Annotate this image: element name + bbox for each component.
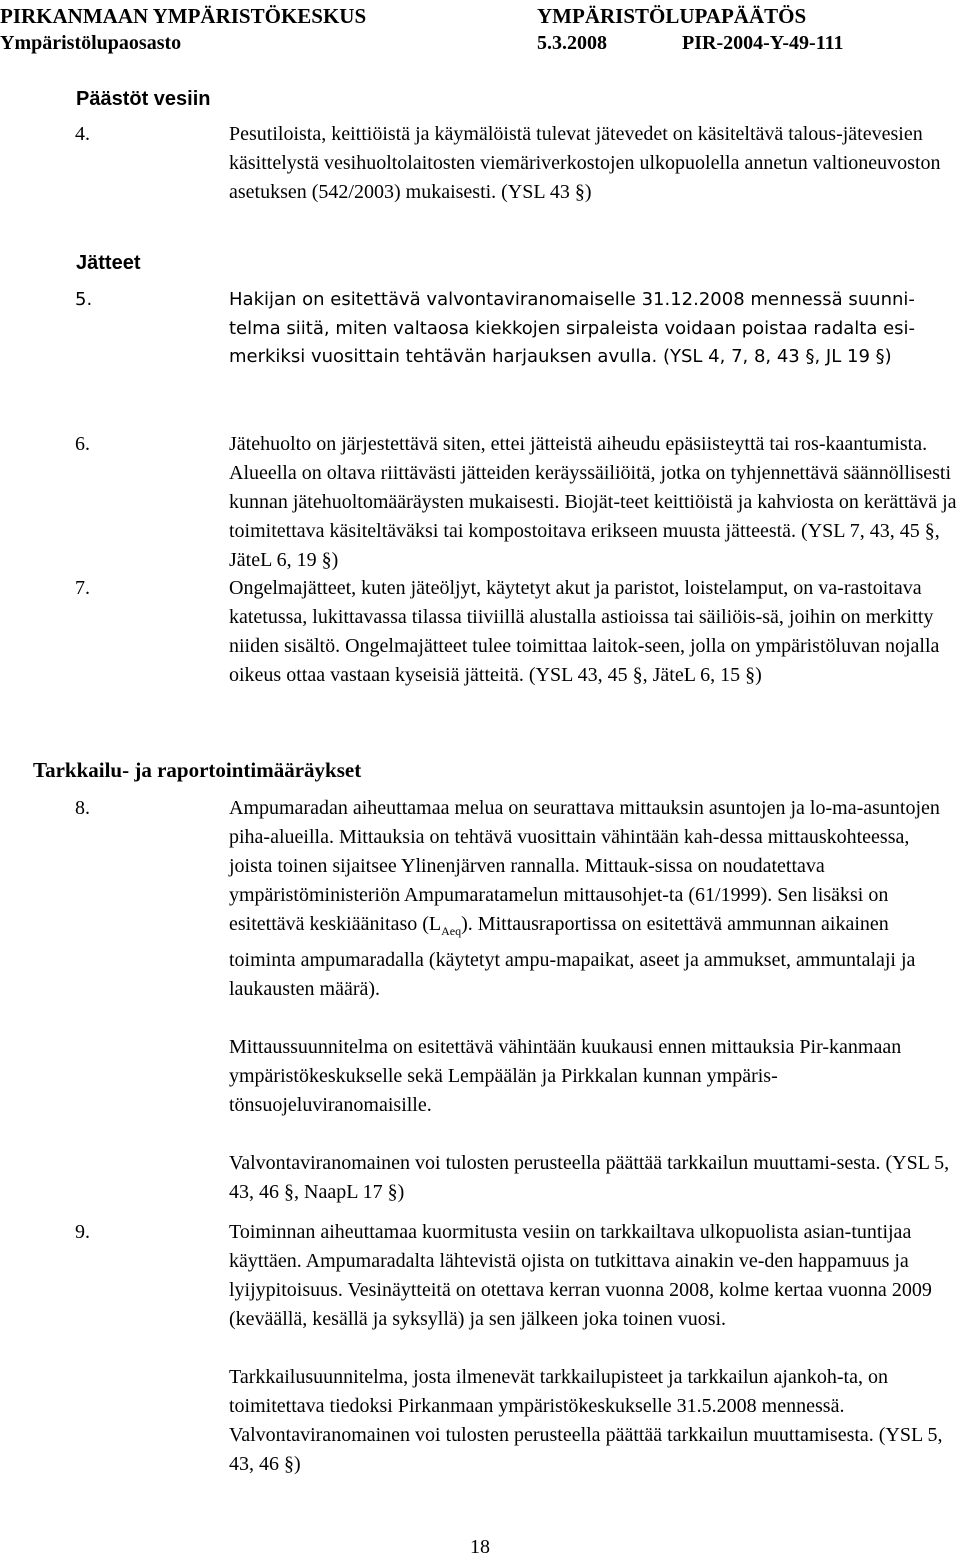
item-number: 5. — [75, 289, 93, 310]
heading-wastewater: Päästöt vesiin — [76, 88, 211, 110]
item-text: Jätehuolto on järjestettävä siten, ettei jätteistä aiheudu epäsiisteyttä tai ros-kaantumista. Alueella on oltava riittävästi jätteiden keräyssäiliöitä, jotka on tyhjennettävä säännöllisesti kunnan jätehuoltomääräysten mukaisesti. Biojät-teet keittiöistä ja kahviosta on kerättävä ja toimitettava käsiteltäväksi tai kompostoitava erikseen muusta jätteestä. (YSL 7, 43, 45 §, JäteL 6, 19 §) — [229, 433, 957, 571]
page-number: 18 — [470, 1536, 490, 1558]
item-paragraph: Valvontaviranomainen voi tulosten perusteella päättää tarkkailun muuttami-sesta. (YSL 5, 43, 46 §, NaapL 17 §) — [229, 1152, 950, 1203]
header-date: 5.3.2008 — [537, 32, 607, 54]
item-text: Hakijan on esitettävä valvontaviranomaiselle 31.12.2008 mennessä suunni-telma siitä, miten valtaosa kiekkojen sirpaleista voidaan poistaa radalta esi-merkiksi vuosittain tehtävän harjauksen avulla. (YSL 4, 7, 8, 43 §, JL 19 §) — [229, 289, 916, 368]
item-paragraph: Toiminnan aiheuttamaa kuormitusta vesiin on tarkkailtava ulkopuolista asian-tuntijaa käyttäen. Ampumaradalta lähtevistä ojista on tutkittava ainakin ve-den happamuus ja lyijypitoisuus. Vesinäytteitä on otettava kerran vuonna 2008, kolme kertaa vuonna 2009 (keväällä, kesällä ja syksyllä) ja sen jälkeen joka toinen vuosi. — [229, 1221, 932, 1330]
heading-monitoring: Tarkkailu- ja raportointimääräykset — [33, 758, 362, 782]
item-text: Ongelmajätteet, kuten jäteöljyt, käytetyt akut ja paristot, loistelamput, on va-rastoitava katetussa, lukittavassa tilassa tiiviillä alustalla astioissa tai säiliöis-sä, joihin on merkitty niiden sisältö. Ongelmajätteet tulee toimittaa laitok-seen, jolla on ympäristöluvan nojalla oikeus ottaa vastaan kyseisiä jätteitä. (YSL 43, 45 §, JäteL 6, 15 §) — [229, 577, 940, 686]
page-header — [0, 4, 960, 60]
item-paragraph: Mittaussuunnitelma on esitettävä vähintään kuukausi ennen mittauksia Pir-kanmaan ympäristökeskukselle sekä Lempäälän ja Pirkkalan kunnan ympäris-tönsuojeluviranomaisille. — [229, 1036, 902, 1116]
item-number: 4. — [75, 123, 90, 145]
item-text: Pesutiloista, keittiöistä ja käymälöistä tulevat jätevedet on käsiteltävä talous-jätevesien käsittelystä vesihuoltolaitosten viemäriverkostojen ulkopuolella annetun valtioneuvoston asetuksen (542/2003) mukaisesti. (YSL 43 §) — [229, 123, 941, 203]
item-paragraph: Tarkkailusuunnitelma, josta ilmenevät tarkkailupisteet ja tarkkailun ajankoh-ta, on toimitettava tiedoksi Pirkanmaan ympäristökeskukselle 31.5.2008 mennessä. Valvontaviranomainen voi tulosten perusteella päättää tarkkailun muuttamisesta. (YSL 5, 43, 46 §) — [229, 1366, 943, 1475]
item-number: 8. — [75, 797, 90, 819]
heading-waste: Jätteet — [76, 252, 141, 274]
header-doc-type: YMPÄRISTÖLUPAPÄÄTÖS — [537, 4, 807, 28]
item-number: 6. — [75, 433, 90, 455]
item-number: 7. — [75, 577, 90, 599]
item-number: 9. — [75, 1221, 90, 1243]
header-org: PIRKANMAAN YMPÄRISTÖKESKUS — [0, 4, 367, 28]
header-unit: Ympäristölupaosasto — [0, 32, 182, 54]
item-paragraph: Ampumaradan aiheuttamaa melua on seurattava mittauksin asuntojen ja lo-ma-asuntojen piha-alueilla. Mittauksia on tehtävä vuosittain vähintään kah-dessa mittauskohteessa, joista toinen sijaitsee Ylinenjärven rannalla. Mittauk-sissa on noudatettava ympäristöministeriön Ampumaratamelun mittausohjet-ta (61/1999). Sen lisäksi on esitettävä keskiäänitaso $(L_{Aeq})$. Mittausraportissa on esitettävä ammunnan aikainen toiminta ampumaradalla (käytetyt ampu-mapaikat, aseet ja ammukset, ammuntalaji ja laukausten määrä). — [229, 797, 940, 1000]
header-ref: PIR-2004-Y-49-111 — [682, 32, 844, 54]
